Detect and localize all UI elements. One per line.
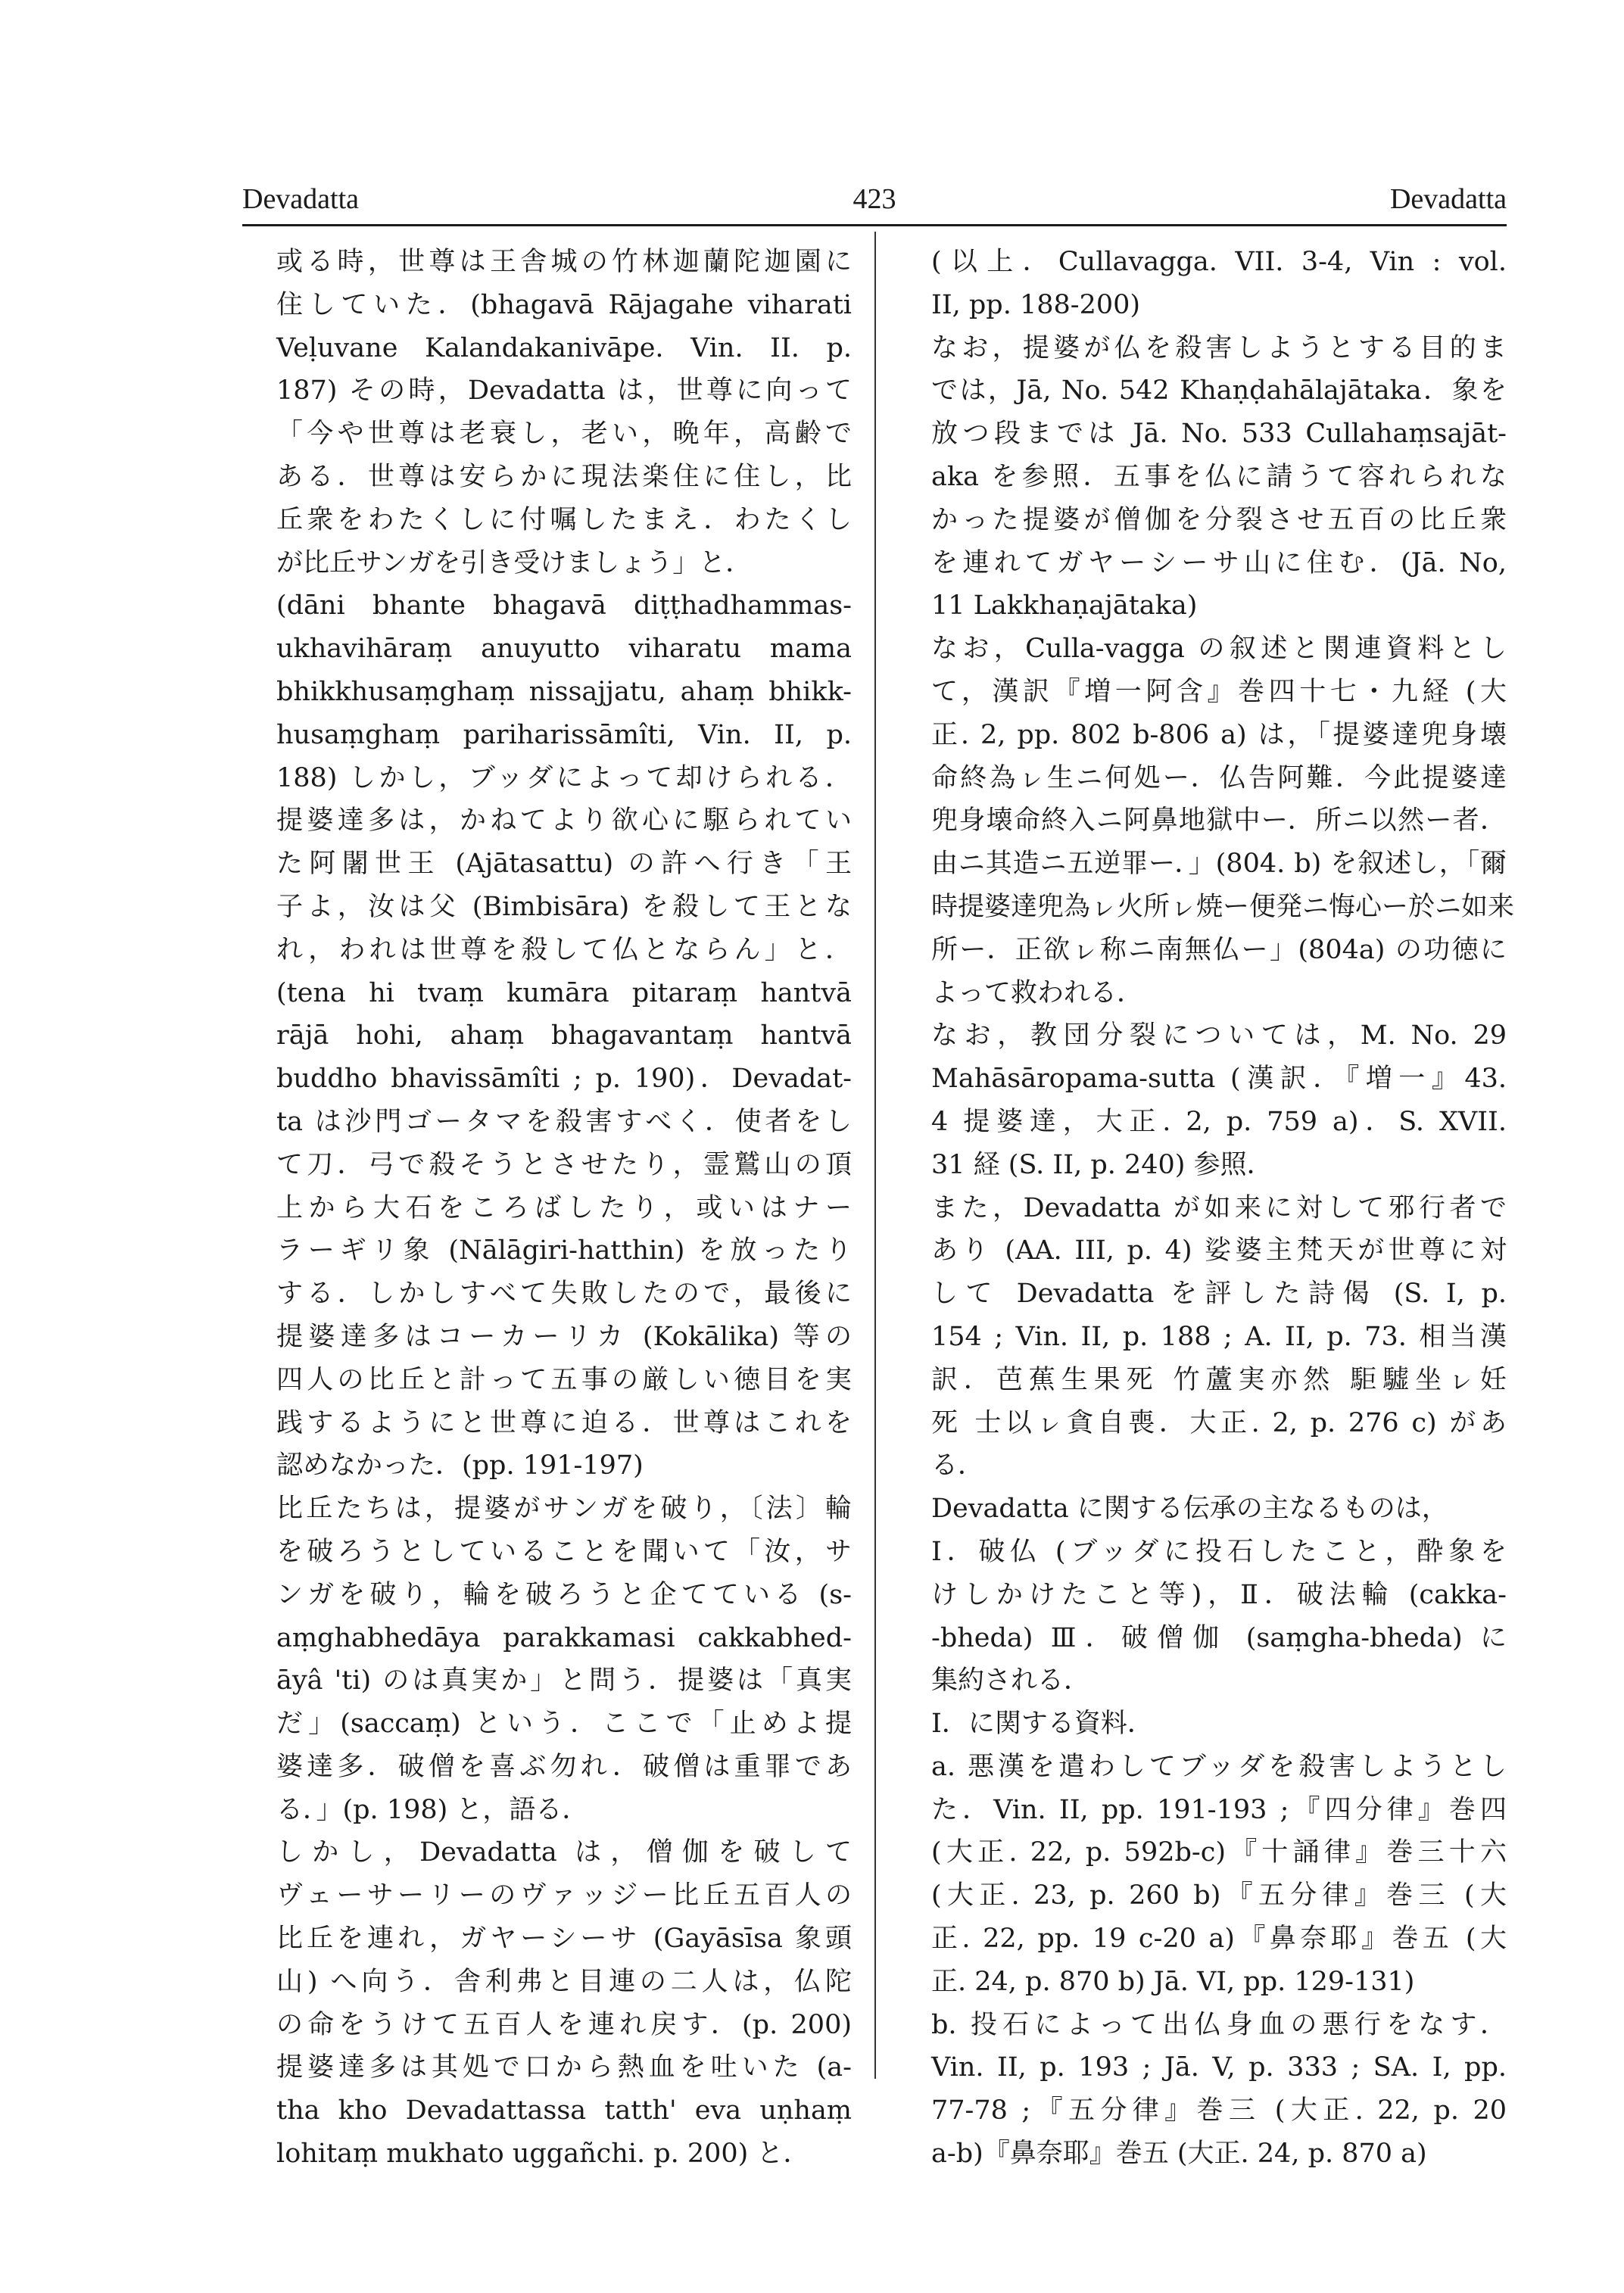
text-line: 践するようにと世尊に迫る．世尊はこれを	[276, 1407, 852, 1438]
text-line: (dāni bhante bhagavā diṭṭhadhammas-	[276, 590, 852, 622]
text-line: が比丘サンガを引き受けましょう」と．	[276, 547, 753, 578]
text-line: けしかけたこと等)，Ⅱ．破法輪 (cakka-	[931, 1579, 1507, 1610]
text-line: ある．世尊は安らかに現法楽住に住し，比	[276, 461, 852, 492]
text-line: (大正. 22, p. 592b-c)『十誦律』巻三十六	[931, 1837, 1507, 1868]
text-line: 住していた．(bhagavā Rājagahe viharati	[276, 289, 852, 320]
text-line: の命をうけて五百人を連れ戻す．(p. 200)	[276, 2009, 852, 2040]
text-line: 婆達多．破僧を喜ぶ勿れ．破僧は重罪であ	[276, 1751, 852, 1782]
text-line: ta は沙門ゴータマを殺害すべく．使者をし	[276, 1106, 852, 1137]
text-line: 154 ; Vin. II, p. 188 ; A. II, p. 73. 相当漢	[931, 1321, 1507, 1352]
text-line: (tena hi tvaṃ kumāra pitaraṃ hantvā	[276, 977, 852, 1008]
text-line: 所ー．正欲ㇾ称ニ南無仏ー」(804a) の功徳に	[931, 934, 1507, 965]
text-line: よって救われる．	[931, 977, 1144, 1008]
text-line: 比丘を連れ，ガヤーシーサ (Gayāsīsa 象頭	[276, 1924, 852, 1955]
text-line: ヴェーサーリーのヴァッジー比丘五百人の	[276, 1880, 852, 1911]
text-line: 丘衆をわたくしに付嘱したまえ．わたくし	[276, 504, 852, 535]
text-line: 188) しかし，ブッダによって却けられる．	[276, 762, 852, 793]
text-line: 提婆達多は其処で口から熱血を吐いた (a-	[276, 2052, 852, 2083]
text-line: あり (AA. III, p. 4) 娑婆主梵天が世尊に対	[931, 1235, 1507, 1266]
text-line: かった提婆が僧伽を分裂させ五百の比丘衆	[931, 504, 1507, 535]
text-line: ラーギリ象 (Nālāgiri-hatthin) を放ったり	[276, 1235, 852, 1266]
text-line: しかし，Devadatta は，僧伽を破して	[276, 1837, 852, 1868]
text-line: 77-78 ;『五分律』巻三 (大正. 22, p. 20	[931, 2095, 1507, 2126]
text-line: 提婆達多はコーカーリカ (Kokālika) 等の	[276, 1321, 852, 1352]
text-line: b. 投石によって出仏身血の悪行をなす．	[931, 2009, 1507, 2040]
text-line: ukhavihāraṃ anuyutto viharatu mama	[276, 634, 852, 665]
text-line: では，Jā, No. 542 Khaṇḍahālajātaka．象を	[931, 375, 1507, 407]
text-line: 上から大石をころばしたり，或いはナー	[276, 1192, 852, 1223]
text-line: II, pp. 188-200)	[931, 289, 1141, 320]
text-line: 山) へ向う．舎利弗と目連の二人は，仏陀	[276, 1966, 852, 1997]
text-line: 兜身壊命終入ニ阿鼻地獄中ー．所ニ以然ー者．	[931, 805, 1507, 837]
text-line: (以上．Cullavagga. VII. 3-4, Vin : vol.	[931, 247, 1507, 277]
text-line: 由ニ其造ニ五逆罪ー．」(804. b) を叙述し，「爾	[931, 849, 1507, 880]
page-number: 423	[853, 183, 896, 215]
text-line: Veḷuvane Kalandakanivāpe. Vin. II. p.	[276, 332, 852, 363]
text-line: a. 悪漢を遣わしてブッダを殺害しようとし	[931, 1751, 1507, 1782]
header-left-title: Devadatta	[242, 183, 360, 215]
text-line: する．しかしすべて失敗したので，最後に	[276, 1279, 852, 1310]
text-line: 訳．芭蕉生果死 竹蘆実亦然 駏驉坐ㇾ妊	[931, 1364, 1507, 1395]
header-rule	[242, 224, 1507, 226]
left-column	[276, 241, 852, 2176]
text-line: 或る時，世尊は王舎城の竹林迦蘭陀迦園に	[276, 247, 852, 277]
text-line: rājā hohi, ahaṃ bhagavantaṃ hantvā	[276, 1020, 852, 1051]
text-line: なお，教団分裂については，M. No. 29	[931, 1020, 1507, 1051]
text-line: 比丘たちは，提婆がサンガを破り，〔法〕輪	[276, 1494, 852, 1525]
text-line: husaṃghaṃ pariharissāmîti, Vin. II, p.	[276, 719, 852, 750]
text-line: 集約される．	[931, 1665, 1091, 1696]
text-line: て，漢訳『増一阿含』巻四十七・九経 (大	[931, 676, 1507, 707]
text-line: た阿闍世王 (Ajātasattu) の許へ行き「王	[276, 849, 852, 880]
text-line: なお，提婆が仏を殺害しようとする目的ま	[931, 332, 1507, 363]
text-line: る．」(p. 198) と，語る．	[276, 1794, 589, 1825]
header-right-title: Devadatta	[1389, 183, 1507, 215]
text-line: 認めなかった．(pp. 191-197)	[276, 1450, 644, 1481]
text-line: 正. 22, pp. 19 c-20 a)『鼻奈耶』巻五 (大	[931, 1924, 1507, 1955]
running-head	[242, 180, 1507, 218]
text-line: 正. 2, pp. 802 b-806 a) は，「提婆達兜身壊	[931, 719, 1507, 750]
text-line: を連れてガヤーシーサ山に住む．(Jā. No,	[931, 547, 1507, 578]
text-line: ンガを破り，輪を破ろうと企てている (s-	[276, 1579, 852, 1610]
text-line: bhikkhusaṃghaṃ nissajjatu, ahaṃ bhikk-	[276, 676, 852, 707]
text-line: a-b)『鼻奈耶』巻五 (大正. 24, p. 870 a)	[931, 2139, 1427, 2170]
text-line: aka を参照．五事を仏に請うて容れられな	[931, 461, 1507, 492]
text-line: lohitaṃ mukhato uggañchi. p. 200) と．	[276, 2139, 810, 2170]
text-line: aṃghabhedāya parakkamasi cakkabhed-	[276, 1622, 852, 1653]
text-line: Vin. II, p. 193 ; Jā. V, p. 333 ; SA. I, pp.	[931, 2052, 1507, 2083]
text-line: 四人の比丘と計って五事の厳しい徳目を実	[276, 1364, 852, 1395]
text-line: て刀．弓で殺そうとさせたり，霊鷲山の頂	[276, 1149, 852, 1180]
text-line: Devadatta に関する伝承の主なるものは，	[931, 1494, 1448, 1525]
text-line: āyâ 'ti) のは真実か」と問う．提婆は「真実	[276, 1665, 852, 1696]
text-line: る．	[931, 1450, 985, 1481]
text-line: Mahāsāropama-sutta (漢訳．『増一』43.	[931, 1064, 1507, 1095]
text-line: buddho bhavissāmîti ; p. 190)．Devadat-	[276, 1064, 852, 1095]
column-divider	[874, 232, 876, 2079]
text-line: 子よ，汝は父 (Bimbisāra) を殺して王とな	[276, 891, 852, 922]
text-line: 放つ段までは Jā. No. 533 Cullahaṃsajāt-	[931, 419, 1507, 450]
text-line: 31 経 (S. II, p. 240) 参照．	[931, 1149, 1273, 1180]
text-line: 11 Lakkhaṇajātaka)	[931, 590, 1198, 622]
text-line: 死 士以ㇾ貪自喪．大正. 2, p. 276 c) があ	[931, 1407, 1507, 1438]
text-line: 正. 24, p. 870 b) Jā. VI, pp. 129-131)	[931, 1966, 1415, 1997]
text-line: tha kho Devadattassa tatth' eva uṇhaṃ	[276, 2095, 852, 2126]
text-line: を破ろうとしていることを聞いて「汝，サ	[276, 1536, 852, 1567]
text-line: れ，われは世尊を殺して仏とならん」と．	[276, 934, 852, 965]
text-line: また，Devadatta が如来に対して邪行者で	[931, 1192, 1507, 1223]
text-line: (大正. 23, p. 260 b)『五分律』巻三 (大	[931, 1880, 1507, 1911]
text-line: だ」(saccaṃ) という．ここで「止めよ提	[276, 1709, 852, 1740]
text-line: Ⅰ．に関する資料．	[931, 1709, 1154, 1740]
text-line: 時提婆達兜為ㇾ火所ㇾ焼ー便発ニ悔心ー於ニ如来	[931, 891, 1515, 922]
text-line: Ⅰ．破仏 (ブッダに投石したこと，酔象を	[931, 1536, 1507, 1567]
right-column	[931, 241, 1515, 2176]
text-line: なお，Culla-vagga の叙述と関連資料とし	[931, 634, 1507, 665]
text-line: して Devadatta を評した詩偈 (S. I, p.	[931, 1279, 1507, 1310]
text-line: 187) その時，Devadatta は，世尊に向って	[276, 375, 852, 407]
text-line: 4 提婆達，大正. 2, p. 759 a)．S. XVII.	[931, 1106, 1507, 1137]
text-line: 「今や世尊は老衰し，老い，晩年，高齢で	[276, 419, 852, 450]
text-line: 提婆達多は，かねてより欲心に駆られてい	[276, 805, 852, 837]
text-line: た．Vin. II, pp. 191-193 ;『四分律』巻四	[931, 1794, 1507, 1825]
text-line: 命終為ㇾ生ニ何処ー．仏告阿難．今此提婆達	[931, 762, 1507, 793]
text-line: -bheda) Ⅲ．破僧伽 (saṃgha-bheda) に	[931, 1622, 1507, 1653]
